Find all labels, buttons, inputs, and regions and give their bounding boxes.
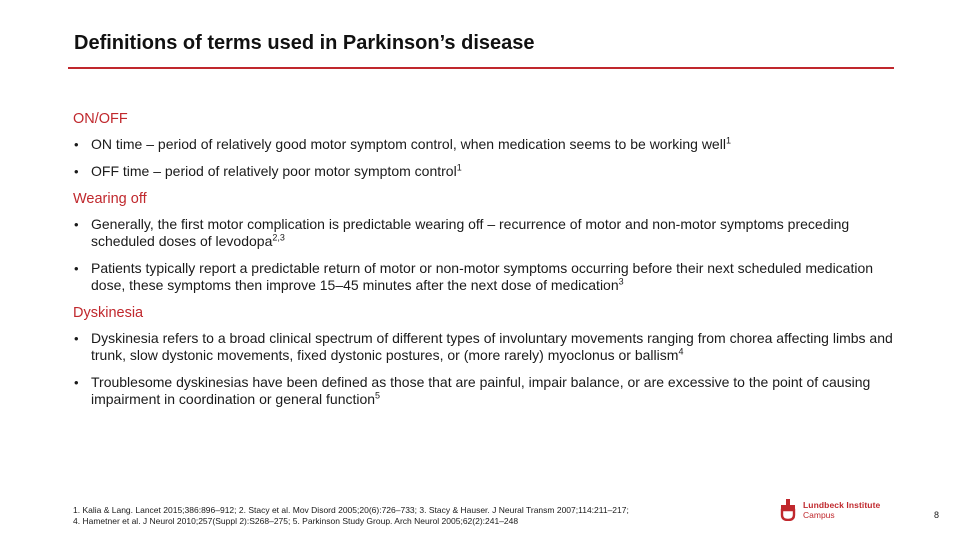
bullet-text: OFF time – period of relatively poor motor symptom control: [91, 163, 457, 179]
citation-superscript: 1: [725, 135, 731, 146]
bullet-icon: •: [74, 375, 79, 390]
title-divider: [68, 67, 894, 69]
bullet-icon: •: [74, 331, 79, 346]
lundbeck-logo: [778, 499, 908, 521]
page-number: 8: [934, 510, 940, 520]
bullet-item: [73, 374, 893, 408]
citation-superscript: 4: [678, 346, 684, 357]
section-heading: Dyskinesia: [73, 305, 144, 321]
reference-line: 1. Kalia & Lang. Lancet 2015;386:896–912; 2. Stacy et al. Mov Disord 2005;20(6):726–733; 3. Stacy & Hauser. J Neural Transm 2007;114:211–217;: [73, 505, 629, 515]
bullet-text: Generally, the first motor complication is predictable wearing off – recurrence of motor and non-motor symptoms preceding scheduled doses of levodopa: [91, 216, 850, 249]
citation-superscript: 1: [456, 162, 462, 173]
bullet-text: Troublesome dyskinesias have been defined as those that are painful, impair balance, or are excessive to the point of causing impairment in coordination or general function: [91, 374, 871, 407]
citation-superscript: 3: [618, 276, 624, 287]
bullet-icon: •: [74, 164, 79, 179]
logo-text-line2: Campus: [803, 510, 835, 520]
section-heading: ON/OFF: [73, 111, 128, 127]
slide-title: Definitions of terms used in Parkinson’s disease: [74, 32, 535, 54]
slide-content: [73, 110, 893, 418]
section: [73, 110, 893, 180]
bullet-list: [73, 136, 893, 180]
bullet-item: [73, 216, 893, 250]
bullet-item: [73, 163, 893, 180]
citation-superscript: 5: [375, 390, 381, 401]
bullet-list: [73, 216, 893, 294]
logo-text-line1: Lundbeck Institute: [803, 500, 881, 510]
bullet-icon: •: [74, 137, 79, 152]
reference-line: 4. Hametner et al. J Neurol 2010;257(Suppl 2):S268–275; 5. Parkinson Study Group. Arch Neurol 2005;62(2):241–248: [73, 516, 519, 526]
references: [73, 505, 773, 527]
section: [73, 190, 893, 294]
bullet-icon: •: [74, 261, 79, 276]
bullet-item: [73, 330, 893, 364]
bullet-text: Dyskinesia refers to a broad clinical spectrum of different types of involuntary movements ranging from chorea affecting limbs and trunk, slow dystonic movements, fixed dystonic postures, or (more rarely) myoclonus or ballism: [91, 330, 893, 363]
bullet-icon: •: [74, 217, 79, 232]
section-heading: Wearing off: [73, 191, 147, 207]
citation-superscript: 2,3: [272, 232, 285, 243]
bullet-item: [73, 136, 893, 153]
bullet-text: ON time – period of relatively good motor symptom control, when medication seems to be working well: [91, 136, 726, 152]
lundbeck-logo-icon: [778, 499, 798, 521]
bullet-list: [73, 330, 893, 408]
bullet-item: [73, 260, 893, 294]
bullet-text: Patients typically report a predictable return of motor or non-motor symptoms occurring before their next scheduled medication dose, these symptoms then improve 15–45 minutes after the next dose of medication: [91, 260, 874, 293]
section: [73, 304, 893, 408]
